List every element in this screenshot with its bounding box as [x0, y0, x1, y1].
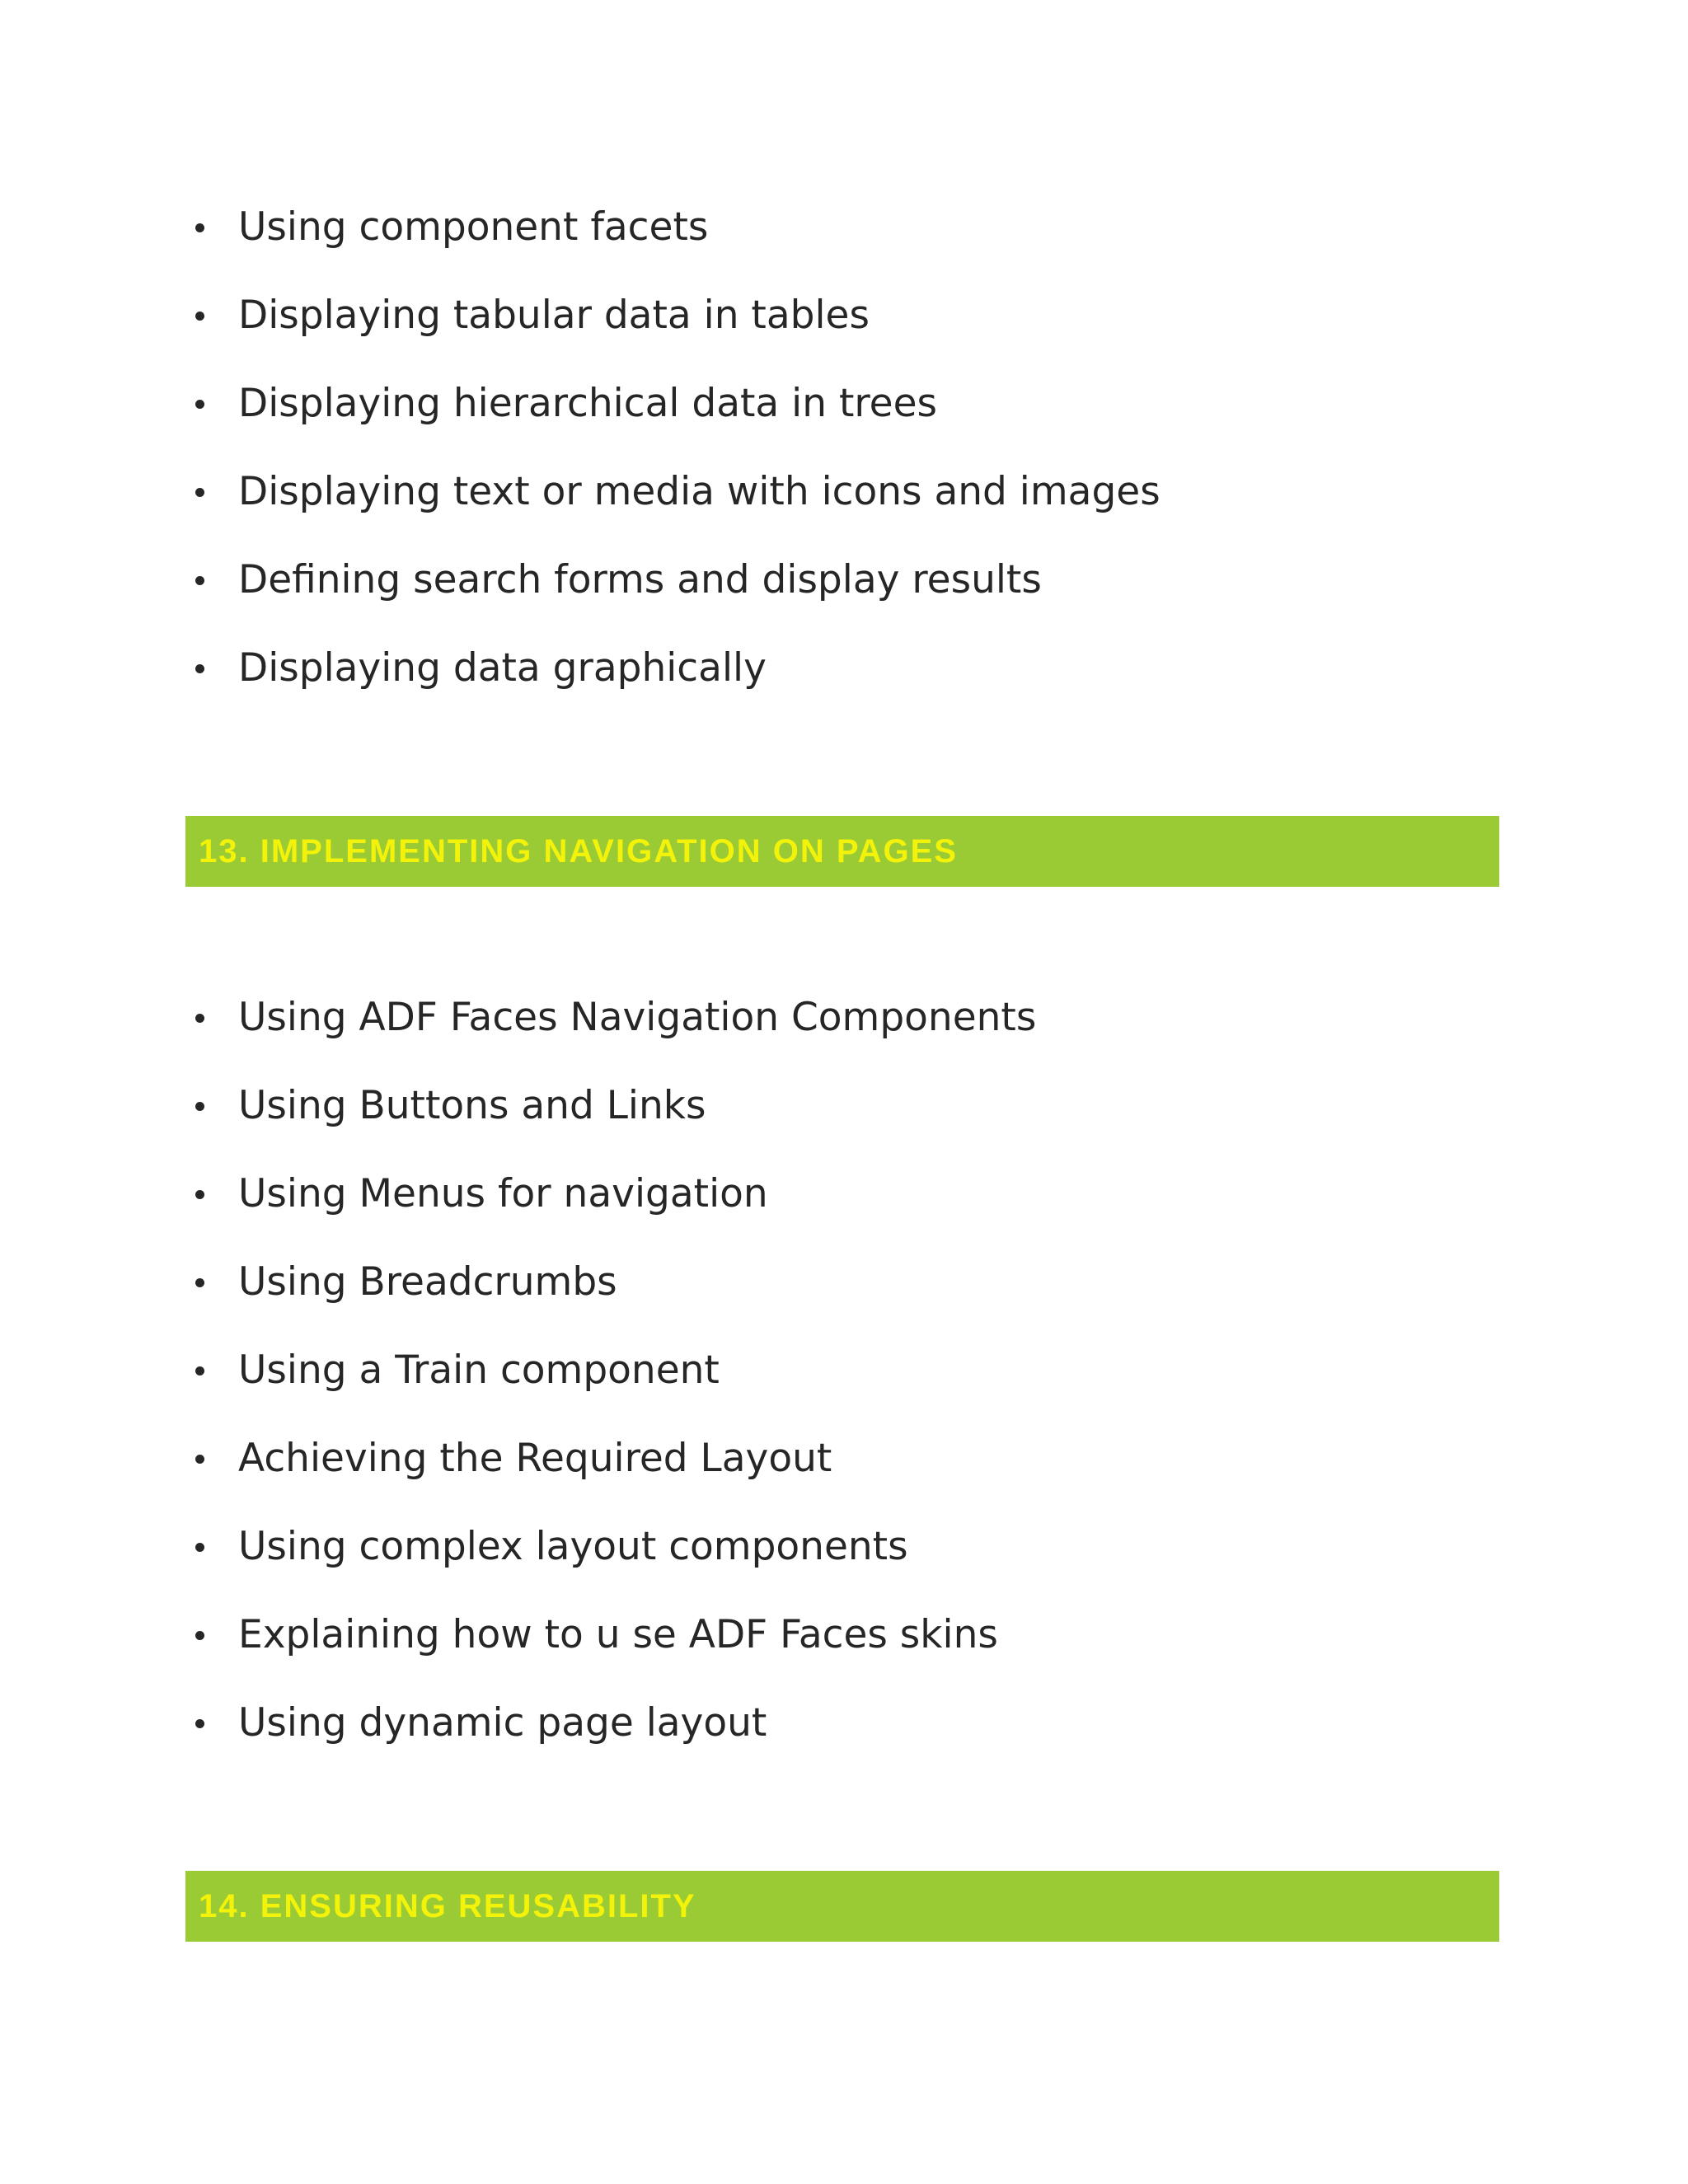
- bullet-icon: [195, 1719, 204, 1728]
- bullet-icon: [195, 1014, 204, 1023]
- section-heading-bar-13: [185, 816, 1499, 887]
- list-item-text: Displaying text or media with icons and images: [238, 469, 1160, 514]
- list-item-text: Defining search forms and display results: [238, 557, 1042, 602]
- bullet-icon: [195, 1631, 204, 1640]
- list-item-text: Displaying tabular data in tables: [238, 293, 870, 338]
- bullet-icon: [195, 1278, 204, 1287]
- list-item-text: Using Buttons and Links: [238, 1083, 706, 1128]
- bullet-icon: [195, 576, 204, 585]
- list-item-text: Using a Train component: [238, 1347, 720, 1393]
- list-item-text: Using Breadcrumbs: [238, 1259, 617, 1305]
- list-item-text: Using component facets: [238, 204, 709, 250]
- section-title-reusability: 14. ENSURING REUSABILITY: [199, 1888, 696, 1924]
- list-item-text: Achieving the Required Layout: [238, 1436, 832, 1481]
- bullet-icon: [195, 1455, 204, 1464]
- list-item-text: Using dynamic page layout: [238, 1700, 767, 1746]
- list-item-text: Displaying data graphically: [238, 645, 767, 691]
- bullet-icon: [195, 1102, 204, 1111]
- bullet-icon: [195, 664, 204, 673]
- bullet-icon: [195, 312, 204, 321]
- bullet-icon: [195, 1366, 204, 1376]
- list-item-text: Using ADF Faces Navigation Components: [238, 995, 1037, 1040]
- bullet-icon: [195, 223, 204, 232]
- bullet-icon: [195, 400, 204, 409]
- bullet-icon: [195, 488, 204, 497]
- list-item-text: Explaining how to u se ADF Faces skins: [238, 1612, 998, 1657]
- list-item-text: Using Menus for navigation: [238, 1171, 768, 1216]
- bullet-icon: [195, 1543, 204, 1552]
- section-heading-bar-14: [185, 1871, 1499, 1942]
- list-item-text: Displaying hierarchical data in trees: [238, 381, 937, 426]
- bullet-icon: [195, 1190, 204, 1199]
- section-title-navigation: 13. IMPLEMENTING NAVIGATION ON PAGES: [199, 833, 958, 869]
- list-item-text: Using complex layout components: [238, 1524, 908, 1569]
